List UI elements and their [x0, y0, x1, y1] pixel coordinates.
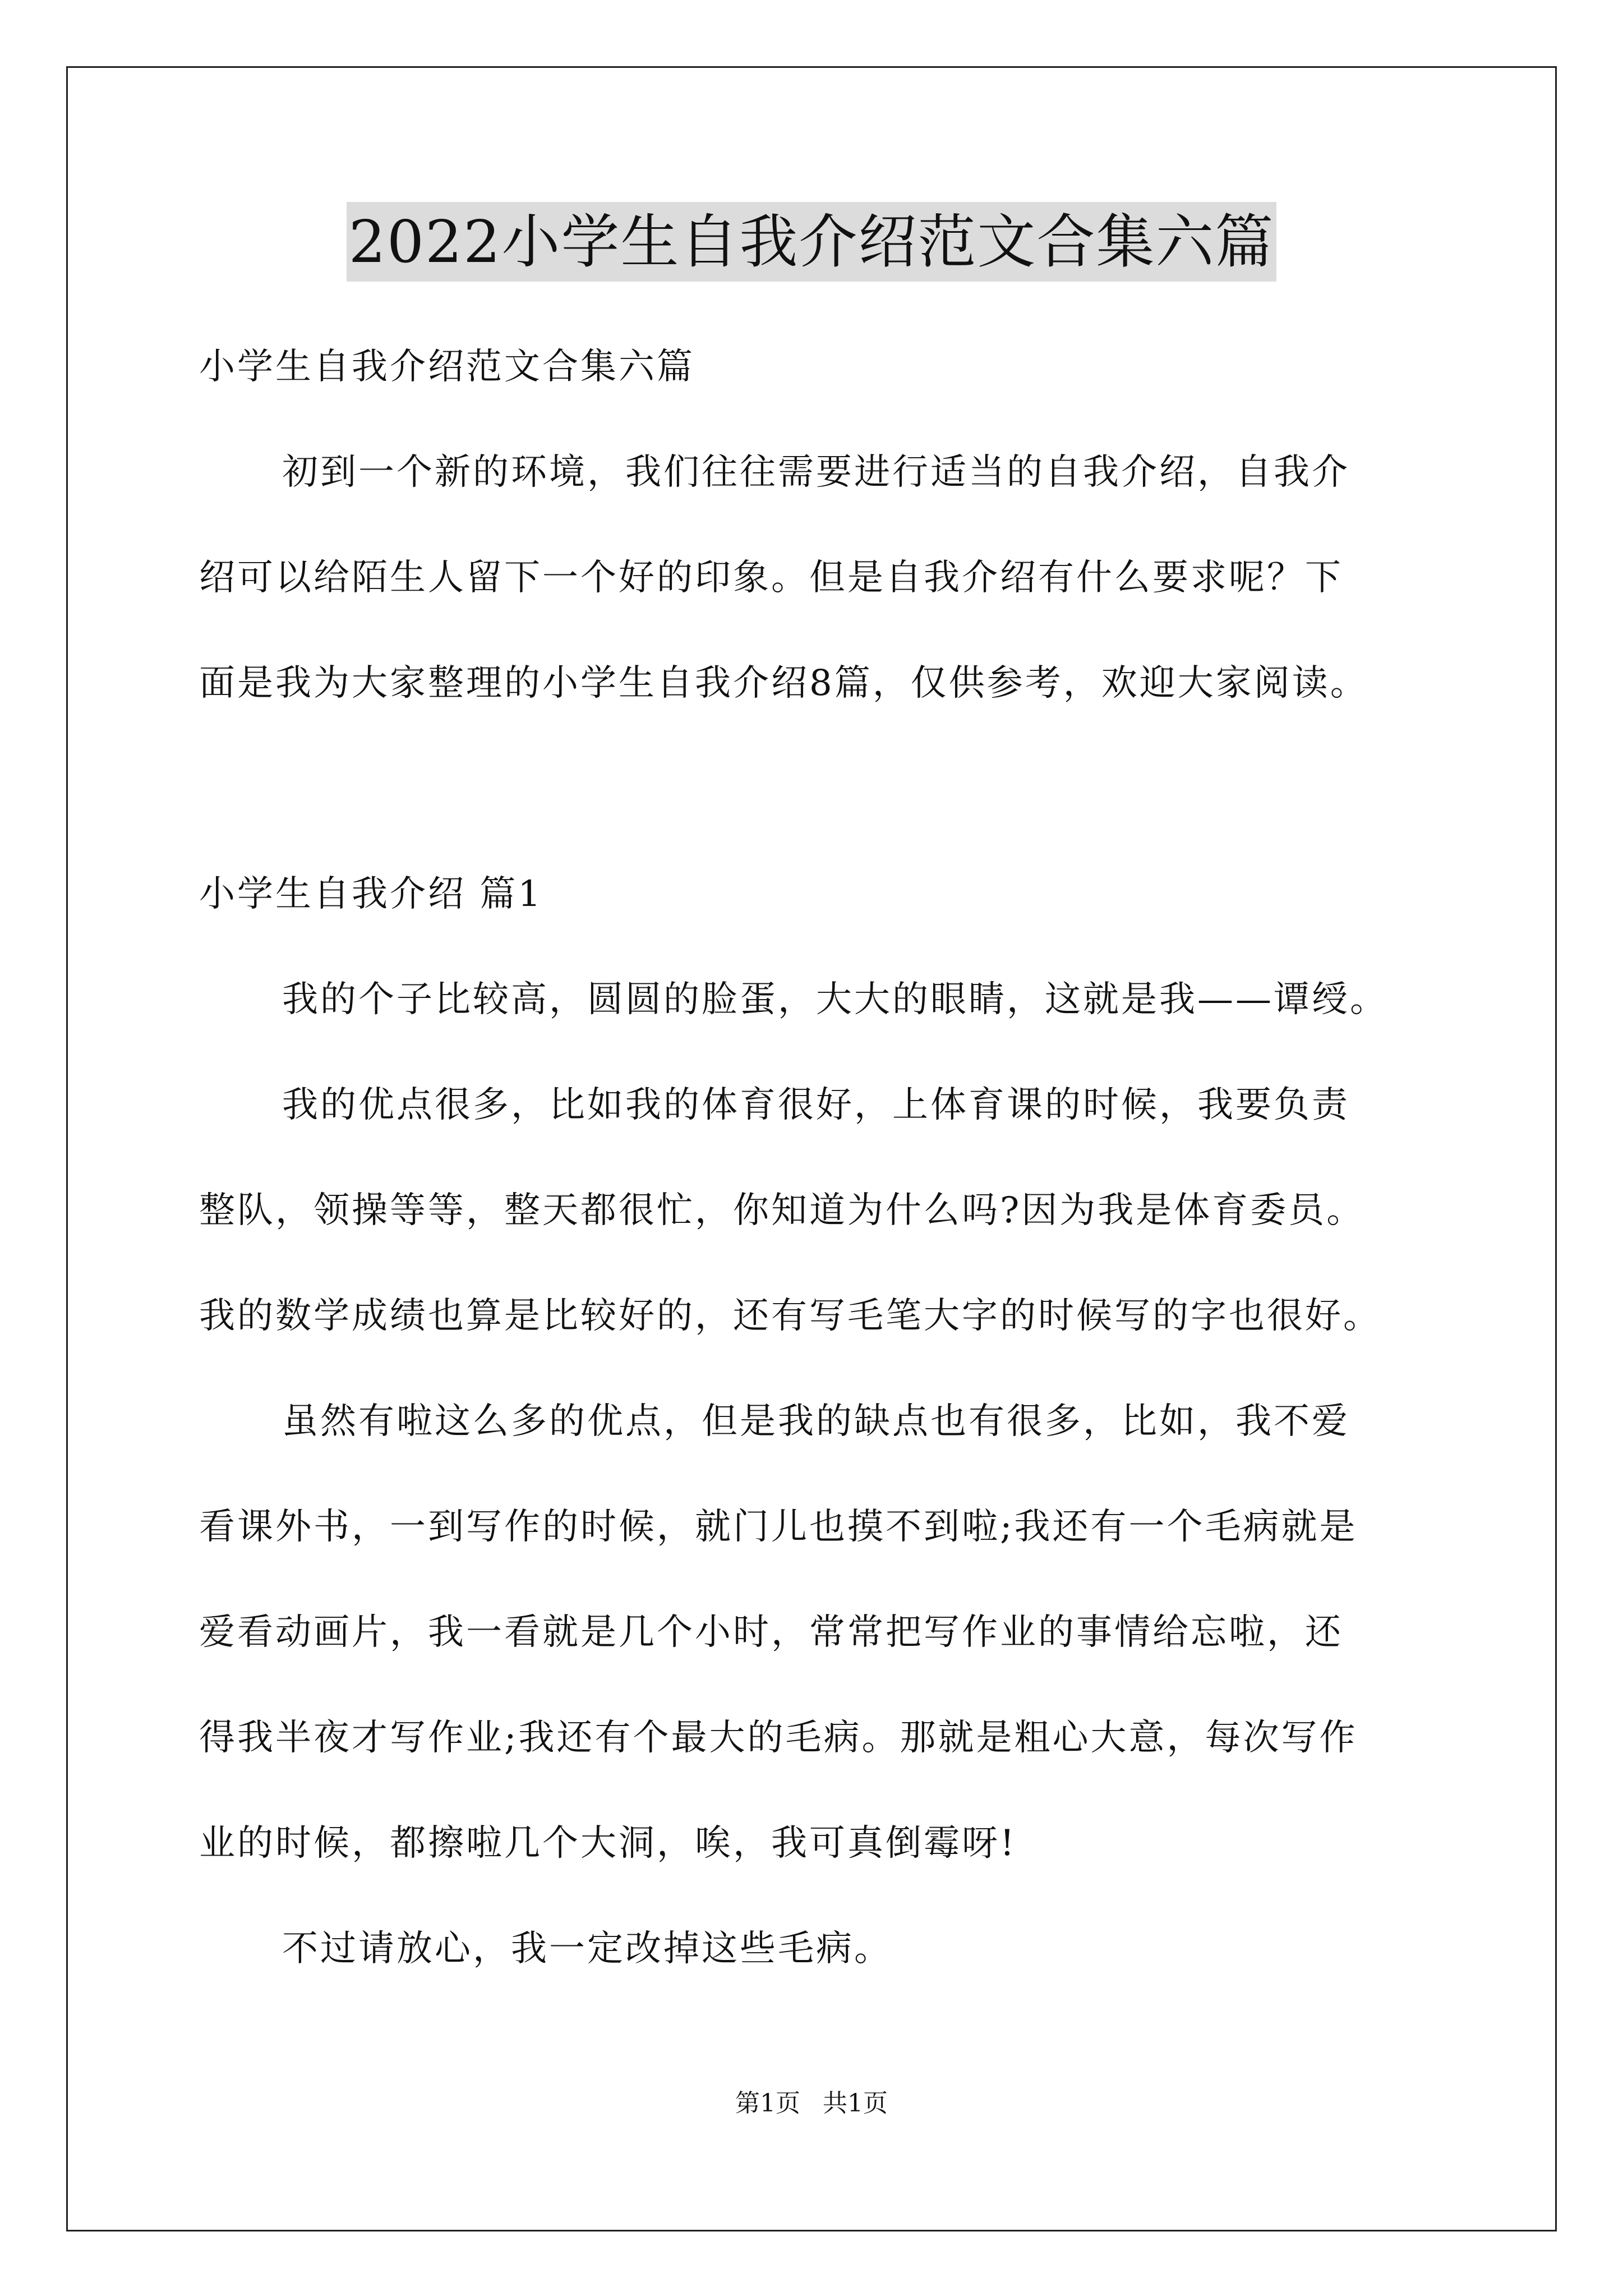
body-line: 不过请放心，我一定改掉这些毛病。 — [282, 1928, 892, 1970]
page-number-total: 共1页 — [823, 2089, 888, 2118]
intro-line: 面是我为大家整理的小学生自我介绍8篇，仅供参考，欢迎大家阅读。 — [199, 662, 1368, 704]
paragraph-gap — [199, 736, 1438, 841]
body-line: 我的个子比较高，圆圆的脸蛋，大大的眼睛，这就是我——谭绶。 — [282, 979, 1388, 1020]
page-number-current: 第1页 — [735, 2089, 800, 2118]
body-line: 整队，领操等等，整天都很忙，你知道为什么吗?因为我是体育委员。 — [199, 1190, 1365, 1231]
body-line: 业的时候，都擦啦几个大洞，唉，我可真倒霉呀! — [199, 1823, 1017, 1864]
page-footer — [0, 2087, 1623, 2120]
body-line: 爱看动画片，我一看就是几个小时，常常把写作业的事情给忘啦，还 — [199, 1612, 1343, 1653]
intro-line: 绍可以给陌生人留下一个好的印象。但是自我介绍有什么要求呢？下 — [199, 557, 1343, 599]
body-line: 看课外书，一到写作的时候，就门儿也摸不到啦;我还有一个毛病就是 — [199, 1506, 1358, 1548]
body-line: 得我半夜才写作业;我还有个最大的毛病。那就是粗心大意，每次写作 — [199, 1717, 1358, 1759]
title-container — [0, 202, 1623, 282]
section-heading: 小学生自我介绍 篇1 — [199, 873, 543, 915]
intro-line: 初到一个新的环境，我们往往需要进行适当的自我介绍，自我介 — [282, 452, 1350, 493]
body-line: 我的优点很多，比如我的体育很好，上体育课的时候，我要负责 — [282, 1084, 1350, 1126]
body-line: 虽然有啦这么多的优点，但是我的缺点也有很多，比如，我不爱 — [282, 1401, 1350, 1442]
document-title: 2022小学生自我介绍范文合集六篇 — [347, 202, 1277, 282]
document-body — [199, 314, 1438, 2001]
body-line: 我的数学成绩也算是比较好的，还有写毛笔大字的时候写的字也很好。 — [199, 1295, 1381, 1337]
subtitle: 小学生自我介绍范文合集六篇 — [199, 346, 695, 388]
